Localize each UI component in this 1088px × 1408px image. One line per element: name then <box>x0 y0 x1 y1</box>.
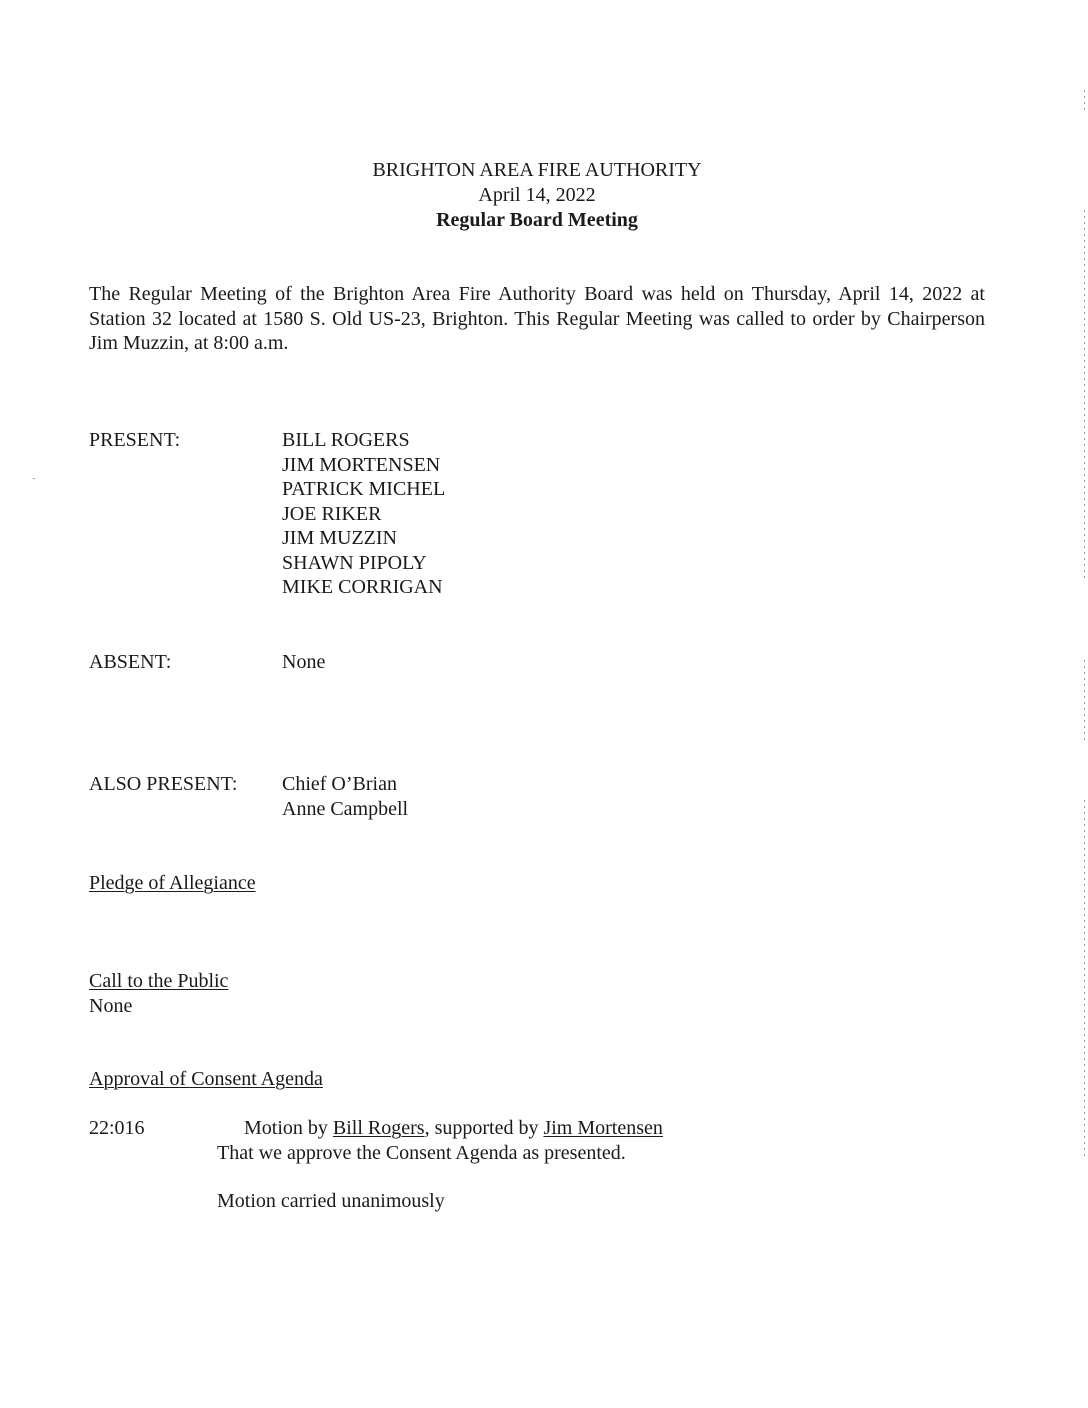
motion-supporter: Jim Mortensen <box>543 1117 663 1139</box>
scan-edge-mark <box>1084 800 1085 1160</box>
present-member: JOE RIKER <box>282 502 382 525</box>
present-member: JIM MORTENSEN <box>282 453 441 476</box>
meeting-date: April 14, 2022 <box>478 184 596 206</box>
motion-supported-text: , supported by <box>424 1117 544 1139</box>
call-to-public-body: None <box>89 995 133 1017</box>
scan-edge-mark <box>1084 210 1085 580</box>
also-present-list <box>282 772 408 821</box>
motion-line <box>244 1116 663 1141</box>
consent-agenda-heading: Approval of Consent Agenda <box>89 1068 323 1090</box>
motion-text: That we approve the Consent Agenda as presented. <box>217 1142 626 1164</box>
scan-edge-mark <box>1084 90 1085 110</box>
present-member: JIM MUZZIN <box>282 527 397 549</box>
scan-speck <box>33 478 35 479</box>
also-present-person: Anne Campbell <box>282 797 409 820</box>
call-to-public-heading: Call to the Public <box>89 970 229 992</box>
also-present-person: Chief O’Brian <box>282 773 397 795</box>
absent-label: ABSENT: <box>89 651 172 673</box>
present-member: SHAWN PIPOLY <box>282 551 427 574</box>
motion-mover: Bill Rogers <box>332 1117 425 1139</box>
motion-number: 22:016 <box>89 1117 145 1139</box>
motion-result: Motion carried unanimously <box>217 1190 445 1212</box>
pledge-heading: Pledge of Allegiance <box>89 872 256 894</box>
intro-paragraph: The Regular Meeting of the Brighton Area Fire Authority Board was held on Thursday, April 14, 2022 at Station 32 located at 1580 S. Old US-23, Brighton. This Regular Meeting was called to order by Chairperson Jim Muzzin, at 8:00 a.m. <box>89 283 985 354</box>
present-member: MIKE CORRIGAN <box>282 576 443 598</box>
also-present-label: ALSO PRESENT: <box>89 773 238 795</box>
absent-value: None <box>282 651 326 673</box>
meeting-type: Regular Board Meeting <box>436 209 638 231</box>
present-member: BILL ROGERS <box>282 429 410 451</box>
motion-prefix: Motion by <box>244 1117 333 1139</box>
organization-title: BRIGHTON AREA FIRE AUTHORITY <box>372 159 702 181</box>
present-list <box>282 428 445 600</box>
present-member: PATRICK MICHEL <box>282 478 446 500</box>
scan-edge-mark <box>1084 660 1085 740</box>
present-label: PRESENT: <box>89 429 181 451</box>
